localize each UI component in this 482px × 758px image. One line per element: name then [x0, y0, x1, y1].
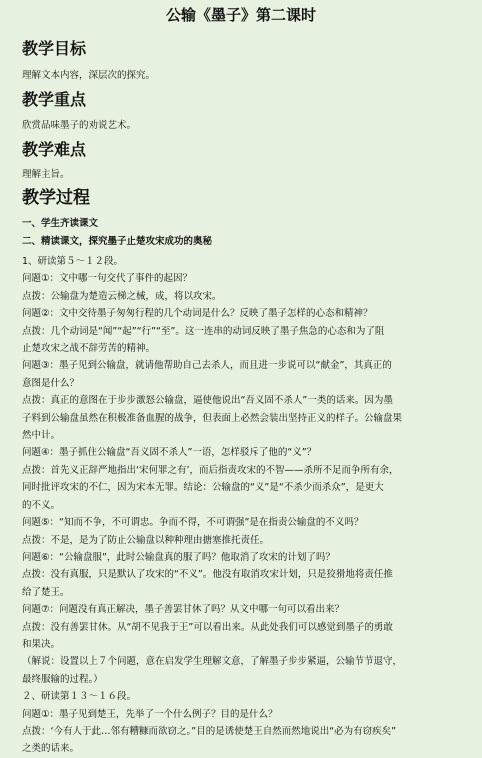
- body-line: 问题①：文中哪一句交代了事件的起因？: [22, 273, 193, 285]
- body-line: 问题①：墨子见到楚王，先举了一个什么例子？目的是什么？: [22, 708, 278, 720]
- body-line: 1、研读第５～１２段。: [22, 256, 124, 267]
- body-line: 之类的话来。: [22, 743, 80, 755]
- lesson-body: [22, 253, 468, 758]
- body-line: 和果决。: [22, 638, 61, 650]
- process-step-1: 一、学生齐读课文: [22, 218, 99, 229]
- key-text: 欣赏品味墨子的劝说艺术。: [22, 120, 137, 131]
- body-line: 意图是什么？: [22, 377, 80, 389]
- process-heading: 教学过程: [22, 188, 90, 208]
- body-line: 的不义。: [22, 499, 61, 511]
- body-line: 然中计。: [22, 430, 61, 442]
- key-heading: 教学重点: [22, 90, 87, 109]
- body-line: （解说：设置以上７个问题，意在启发学生理解文意，了解墨子步步紧逼，公输节节退守，: [22, 656, 403, 668]
- body-line: 点拨：真正的意图在于步步激怒公输盘，逼使他说出“吾义固不杀人”一类的话来。因为墨: [22, 395, 393, 407]
- body-line: 点拨：没有真服，只是默认了攻宋的“不义”。他没有取消攻宋计划，只是狡猾地将责任推: [22, 569, 393, 581]
- process-step-2: 二、精读课文，探究墨子止楚攻宋成功的奥秘: [22, 236, 213, 247]
- page-title: 公输《墨子》第二课时: [165, 6, 316, 24]
- difficulty-heading: 教学难点: [22, 140, 87, 159]
- body-line: 问题⑦：问题没有真正解决，墨子善罢甘休了吗？从文中哪一句可以看出来？: [22, 604, 345, 616]
- goal-text: 理解文本内容，深层次的探究。: [22, 70, 156, 81]
- body-line: 问题②：文中交待墨子匆匆行程的几个动词是什么？反映了墨子怎样的心态和精神？: [22, 308, 373, 320]
- body-line: 点拨：不是，是为了防止公输盘以种种理由搪塞推托责任。: [22, 534, 270, 546]
- body-line: 问题④：墨子抓住公输盘“吾义固不杀人”一语，怎样驳斥了他的“义”？: [22, 447, 317, 459]
- body-line: 止楚攻宋之战不辞劳苦的精神。: [22, 343, 156, 355]
- body-line: 点拨：首先义正辞严地指出‘宋何罪之有’，而后指责攻宋的不智——杀所不足而争所有余，: [22, 464, 399, 476]
- body-line: 点拨：没有善罢甘休。从“胡不见我于王”可以看出来。从此处我们可以感觉到墨子的勇敢: [22, 621, 393, 633]
- goal-heading: 教学目标: [22, 39, 87, 58]
- body-line: 点拨：‘今有人于此…邻有糟糠而欲窃之。”目的是诱使楚王自然而然地说出“必为有窃疾矣”: [22, 725, 397, 737]
- body-line: 最终服输的过程。）: [22, 673, 103, 685]
- body-line: 问题⑥：“公输盘服”，此时公输盘真的服了吗？他取消了攻宋的计划了吗？: [22, 551, 335, 563]
- body-line: 点拨：几个动词是“闻”“起”“行”“至”。这一连串的动词反映了墨子焦急的心态和为了阻: [22, 325, 385, 337]
- body-line: 点拨：公输盘为楚造云梯之械，成，将以攻宋。: [22, 290, 222, 302]
- body-line: ２、研读第１３～１６段。: [22, 691, 137, 703]
- body-line: 问题⑤：“知而不争，不可谓忠。争而不得，不可谓强”是在指责公输盘的不义吗？: [22, 517, 364, 529]
- body-line: 给了楚王。: [22, 586, 70, 598]
- body-line: 同时批评攻宋的不仁，因为宋本无罪。结论：公输盘的“义”是“不杀少而杀众”，是更大: [22, 482, 384, 494]
- body-line: 子料到公输盘虽然在积极准备血腥的战争，但表面上必然会装出坚持正义的样子。公输盘果: [22, 412, 403, 424]
- difficulty-text: 理解主旨。: [22, 169, 70, 180]
- body-line: 问题③：墨子见到公输盘，就请他帮助自己去杀人，而且进一步说可以“献金”，其真正的: [22, 360, 392, 372]
